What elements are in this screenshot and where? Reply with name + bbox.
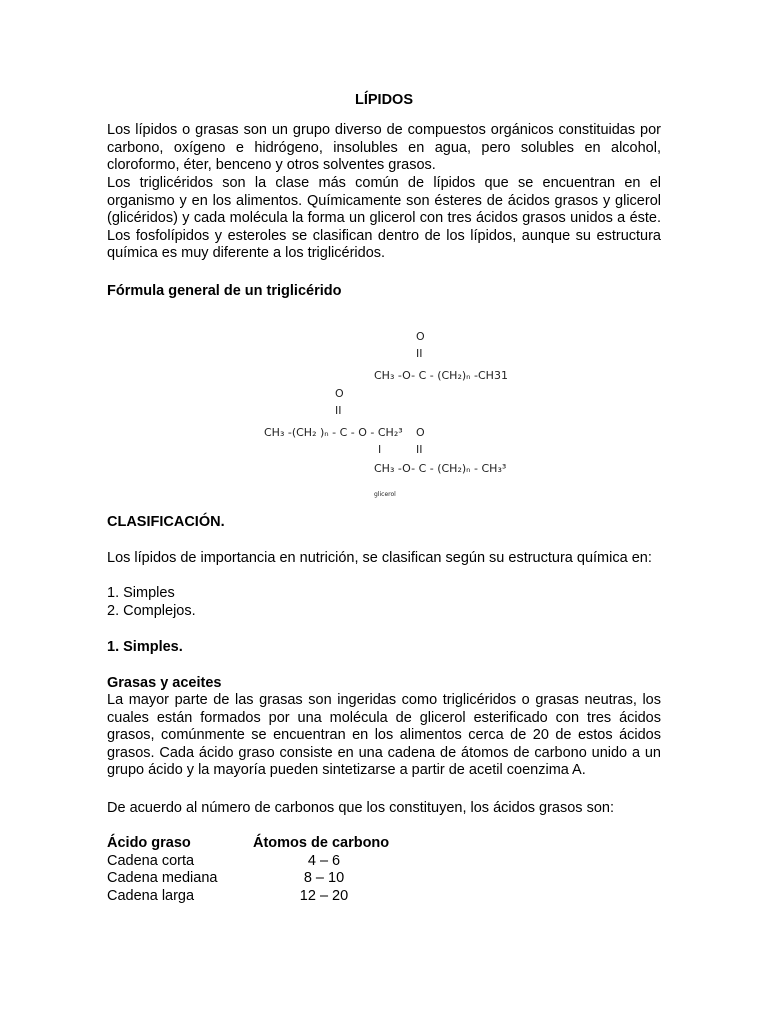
list-item-simples: 1. Simples [107,585,175,601]
table-row-value: 8 – 10 [303,870,345,886]
intro-paragraph-1: Los lípidos o grasas son un grupo diverso de compuestos orgánicos constituidas por carbono, oxígeno e hidrógeno, insolubles en agua, pero solubles en alcohol, cloroformo, éter, benceno y otros solventes grasos. [107,122,661,174]
formula-oxygen-2: O [335,387,344,400]
formula-row-1: CH₃ -O- C - (CH₂)ₙ -CH31 [374,369,508,382]
intro-paragraph-2: Los triglicéridos son la clase más común de lípidos que se encuentran en el organismo y en los alimentos. Químicamente son ésteres de ácidos grasos y glicerol (glicéridos) y cada molécula la forma un glicerol con tres ácidos grasos unidos a éste. Los fosfolípidos y esteroles se clasifican dentro de los lípidos, aunque su estructura química es muy diferente a los triglicéridos. [107,175,661,262]
acidos-intro: De acuerdo al número de carbonos que los constituyen, los ácidos grasos son: [107,800,614,816]
formula-double-bond-1: II [416,347,423,360]
table-row-value: 12 – 20 [299,888,349,904]
grasas-paragraph: La mayor parte de las grasas son ingeridas como triglicéridos o grasas neutras, los cuales están formados por una molécula de glicerol esterificado con tres ácidos grasos, comúnmente se encuentran en los alimentos cerca de 20 de estos ácidos grasos. Cada ácido graso consiste en una cadena de átomos de carbono unido a un grupo ácido y la mayoría pueden sintetizarse a partir de acetil coenzima A. [107,692,661,779]
formula-heading: Fórmula general de un triglicérido [107,283,342,299]
table-row-value: 4 – 6 [307,853,341,869]
formula-double-bond-2: II [335,404,342,417]
formula-oxygen-3: O [416,426,425,439]
clasificacion-text: Los lípidos de importancia en nutrición, se clasifican según su estructura química en: [107,550,652,566]
formula-single-bond: I [378,443,382,456]
formula-double-bond-3: II [416,443,423,456]
simples-heading: 1. Simples. [107,639,183,655]
table-row-name: Cadena mediana [107,870,218,886]
table-header-acido: Ácido graso [107,835,191,851]
formula-row-3: CH₃ -O- C - (CH₂)ₙ - CH₃³ [374,462,507,475]
page-title: LÍPIDOS [354,92,413,108]
table-row-name: Cadena larga [107,888,195,904]
formula-row-2: CH₃ -(CH₂ )ₙ - C - O - CH₂³ [264,426,403,439]
grasas-heading: Grasas y aceites [107,675,222,691]
table-header-atomos: Átomos de carbono [253,835,390,851]
formula-oxygen-1: O [416,330,425,343]
fatty-acid-table [107,835,661,915]
list-item-complejos: 2. Complejos. [107,603,196,619]
clasificacion-heading: CLASIFICACIÓN. [107,514,225,530]
table-row-name: Cadena corta [107,853,195,869]
formula-glycerol-label: glicerol [374,491,396,498]
